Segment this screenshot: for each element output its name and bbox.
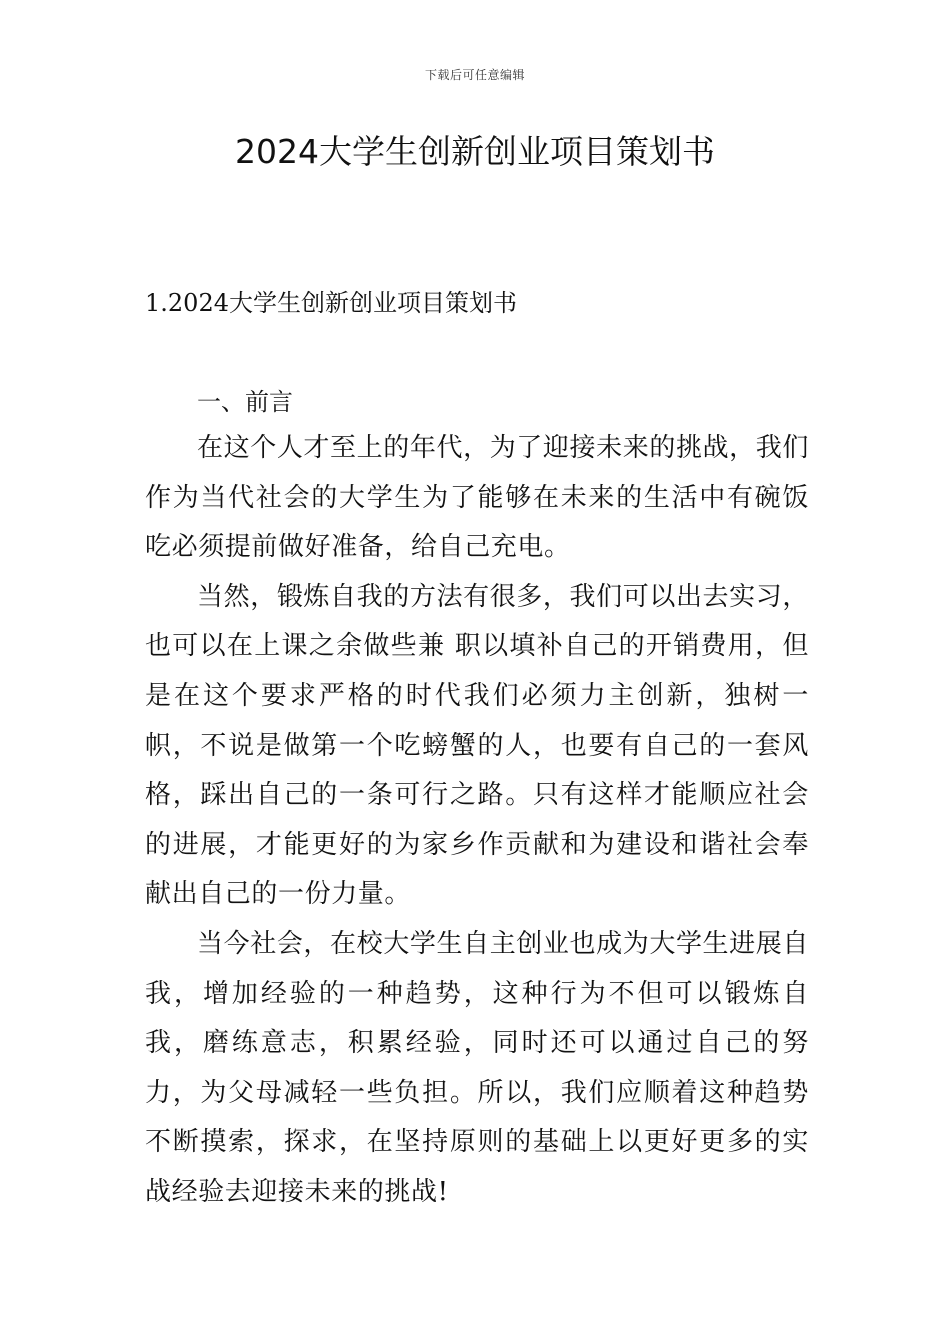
- section-heading: 1.2024大学生创新创业项目策划书: [145, 289, 517, 317]
- body-text: [145, 424, 809, 1218]
- paragraph: 在这个人才至上的年代，为了迎接未来的挑战，我们作为当代社会的大学生为了能够在未来的生活中有碗饭吃必须提前做好准备，给自己充电。: [145, 433, 809, 563]
- preface-heading: 一、前言: [197, 388, 293, 416]
- paragraph: 当今社会，在校大学生自主创业也成为大学生进展自我，增加经验的一种趋势，这种行为不但可以锻炼自我，磨练意志，积累经验，同时还可以通过自己的努力，为父母减轻一些负担。所以，我们应顺着这种趋势不断摸索，探求，在坚持原则的基础上以更好更多的实战经验去迎接未来的挑战!: [145, 928, 809, 1207]
- document-title: 2024大学生创新创业项目策划书: [235, 132, 715, 171]
- header-note: 下载后可任意编辑: [424, 68, 525, 82]
- paragraph: 当然，锻炼自我的方法有很多，我们可以出去实习，也可以在上课之余做些兼 职以填补自己的开销费用，但是在这个要求严格的时代我们必须力主创新，独树一帜，不说是做第一个吃螃蟹的人，也要有自己的一套风格，踩出自己的一条可行之路。只有这样才能顺应社会的进展，才能更好的为家乡作贡献和为建设和谐社会奉献出自己的一份力量。: [145, 581, 809, 910]
